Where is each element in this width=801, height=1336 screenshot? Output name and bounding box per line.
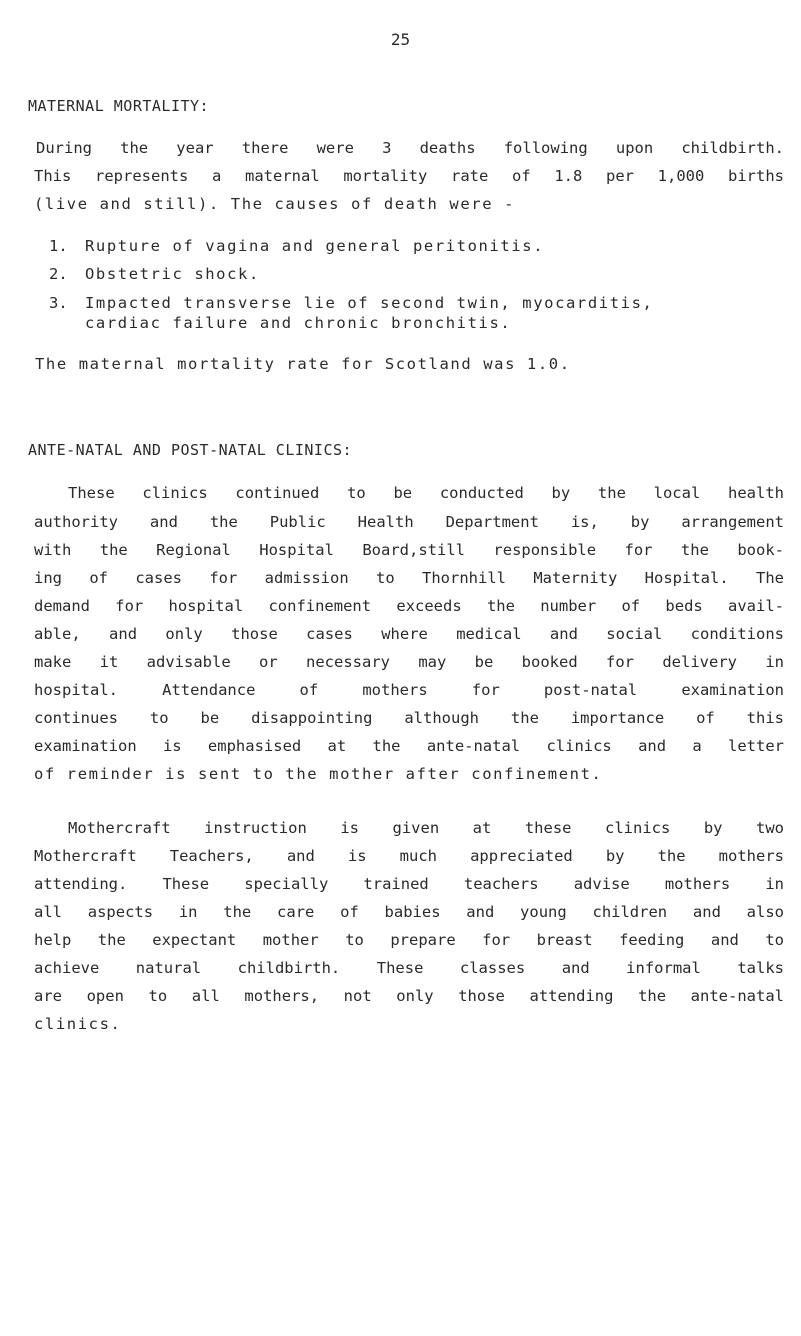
- paragraph-line: Mothercraft instruction is given at these clinics by two: [68, 819, 784, 837]
- list-item-text: Rupture of vagina and general peritonitis.: [85, 237, 545, 255]
- paragraph-line: The maternal mortality rate for Scotland was 1.0.: [35, 355, 571, 373]
- paragraph-line: able, and only those cases where medical and social conditions: [34, 625, 784, 643]
- paragraph-line: ing of cases for admission to Thornhill Maternity Hospital. The: [34, 569, 784, 587]
- paragraph-line: attending. These specially trained teachers advise mothers in: [34, 875, 784, 893]
- paragraph-line: hospital. Attendance of mothers for post-natal examination: [34, 681, 784, 699]
- paragraph-line: help the expectant mother to prepare for breast feeding and to: [34, 931, 784, 949]
- paragraph-line: make it advisable or necessary may be booked for delivery in: [34, 653, 784, 671]
- list-item-text: Impacted transverse lie of second twin, myocarditis,: [85, 294, 654, 312]
- list-item-number: 2.: [49, 265, 68, 283]
- list-item: [49, 264, 260, 284]
- paragraph-line: Mothercraft Teachers, and is much appreciated by the mothers: [34, 847, 784, 865]
- section-heading-clinics: ANTE-NATAL AND POST-NATAL CLINICS:: [28, 441, 353, 459]
- paragraph-line: These clinics continued to be conducted by the local health: [68, 484, 784, 502]
- paragraph-line: all aspects in the care of babies and young children and also: [34, 903, 784, 921]
- list-item-text-continued: cardiac failure and chronic bronchitis.: [85, 314, 512, 332]
- paragraph-line: continues to be disappointing although the importance of this: [34, 709, 784, 727]
- paragraph-line: (live and still). The causes of death were -: [34, 195, 515, 213]
- paragraph-line: During the year there were 3 deaths following upon childbirth.: [36, 139, 784, 157]
- paragraph-line: with the Regional Hospital Board,still responsible for the book-: [34, 541, 784, 559]
- list-item-number: 3.: [49, 294, 68, 312]
- paragraph-line: demand for hospital confinement exceeds the number of beds avail-: [34, 597, 784, 615]
- list-item-text: Obstetric shock.: [85, 265, 260, 283]
- list-item: [49, 236, 544, 256]
- page-number: 25: [390, 30, 411, 49]
- paragraph-line: examination is emphasised at the ante-natal clinics and a letter: [34, 737, 784, 755]
- section-heading-maternal-mortality: MATERNAL MORTALITY:: [28, 97, 210, 115]
- paragraph-line: authority and the Public Health Department is, by arrangement: [34, 513, 784, 531]
- list-item-number: 1.: [49, 237, 68, 255]
- paragraph-line: clinics.: [34, 1015, 122, 1033]
- list-item: [49, 293, 653, 313]
- paragraph-line: achieve natural childbirth. These classes and informal talks: [34, 959, 784, 977]
- paragraph-line: This represents a maternal mortality rate of 1.8 per 1,000 births: [34, 167, 784, 185]
- paragraph-line: of reminder is sent to the mother after confinement.: [34, 765, 603, 783]
- paragraph-line: are open to all mothers, not only those attending the ante-natal: [34, 987, 784, 1005]
